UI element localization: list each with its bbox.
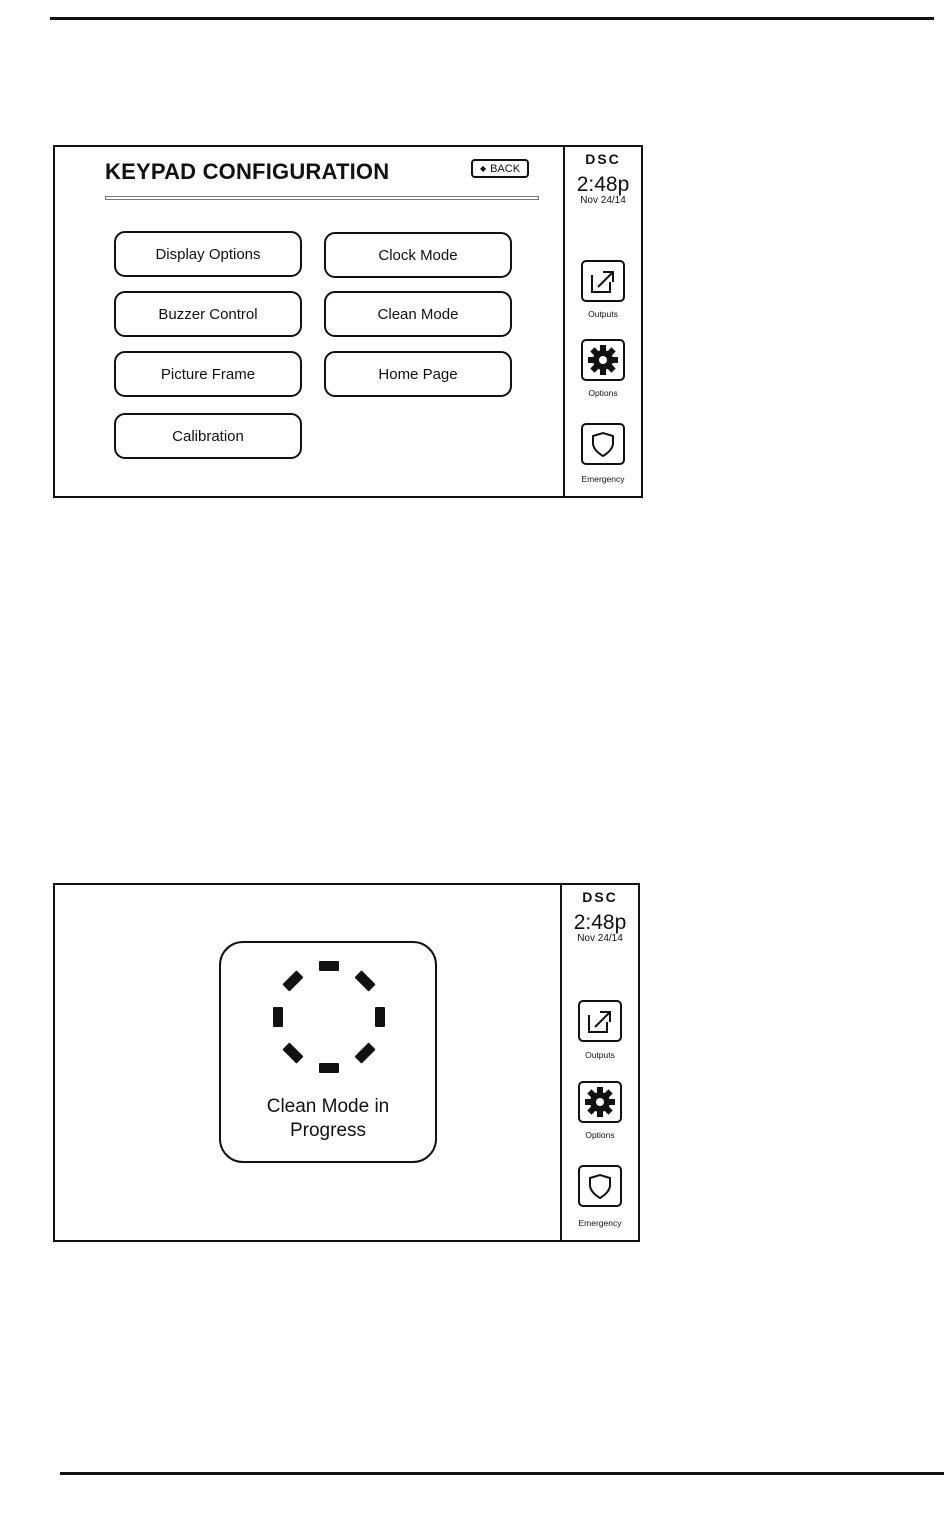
- picture-frame-button[interactable]: Picture Frame: [114, 351, 302, 397]
- back-arrow-icon: ◆: [479, 164, 487, 173]
- clock-time: 2:48p: [576, 173, 630, 196]
- outputs-button[interactable]: [578, 1000, 622, 1042]
- emergency-button[interactable]: [581, 423, 625, 465]
- emergency-label: Emergency: [581, 474, 625, 484]
- shield-icon: [589, 430, 617, 458]
- back-label: BACK: [490, 162, 521, 175]
- dsc-logo: DSC: [582, 889, 618, 905]
- page-top-rule: [50, 17, 934, 20]
- options-label: Options: [588, 388, 618, 398]
- page-title: KEYPAD CONFIGURATION: [105, 159, 390, 184]
- outputs-label: Outputs: [585, 1050, 615, 1060]
- status-sidebar: [563, 147, 641, 496]
- display-options-button[interactable]: Display Options: [114, 231, 302, 277]
- outputs-label: Outputs: [588, 309, 618, 319]
- options-button[interactable]: [578, 1081, 622, 1123]
- status-sidebar: [560, 885, 638, 1240]
- clean-mode-button[interactable]: Clean Mode: [324, 291, 512, 337]
- clock-date: Nov 24/14: [577, 933, 623, 944]
- outputs-icon: [585, 1007, 615, 1035]
- clean-mode-dialog: [219, 941, 437, 1163]
- dsc-logo: DSC: [585, 151, 621, 167]
- gear-icon: [584, 1086, 616, 1118]
- options-label: Options: [585, 1130, 615, 1140]
- clean-mode-line1: Clean Mode in: [266, 1096, 390, 1117]
- clock-time: 2:48p: [573, 911, 627, 934]
- loading-spinner-icon: [269, 957, 389, 1077]
- clean-mode-line2: Progress: [289, 1120, 367, 1141]
- clock-date: Nov 24/14: [580, 195, 626, 206]
- page-bottom-rule: [60, 1472, 944, 1475]
- shield-icon: [586, 1172, 614, 1200]
- keypad-configuration-screen: [53, 145, 643, 498]
- calibration-button[interactable]: Calibration: [114, 413, 302, 459]
- clean-mode-screen: [53, 883, 640, 1242]
- buzzer-control-button[interactable]: Buzzer Control: [114, 291, 302, 337]
- outputs-button[interactable]: [581, 260, 625, 302]
- home-page-button[interactable]: Home Page: [324, 351, 512, 397]
- outputs-icon: [588, 267, 618, 295]
- back-button[interactable]: [471, 159, 529, 178]
- title-divider: [105, 196, 539, 200]
- clock-mode-button[interactable]: Clock Mode: [324, 232, 512, 278]
- emergency-label: Emergency: [578, 1218, 622, 1228]
- gear-icon: [587, 344, 619, 376]
- options-button[interactable]: [581, 339, 625, 381]
- emergency-button[interactable]: [578, 1165, 622, 1207]
- clean-mode-message: [221, 1095, 435, 1143]
